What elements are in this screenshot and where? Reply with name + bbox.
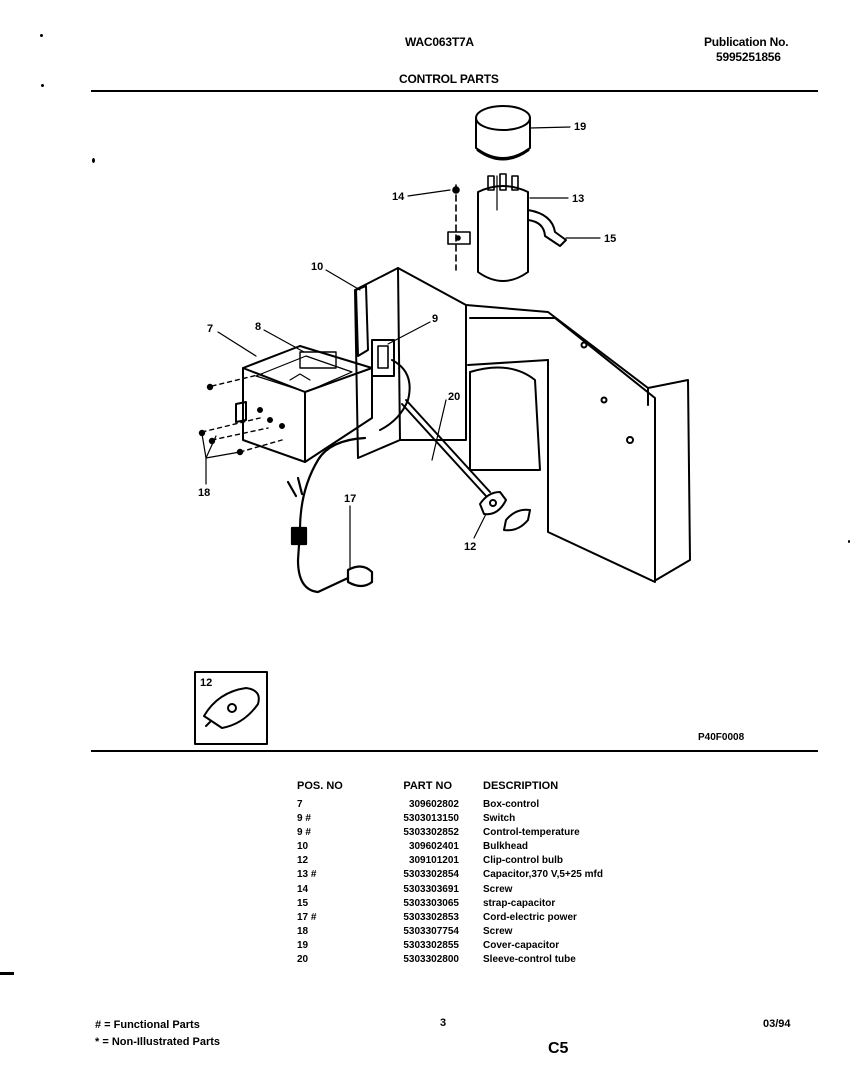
pos-no-cell: 7	[297, 799, 303, 810]
page-number: 3	[440, 1017, 447, 1029]
part-no-cell: 5303013150	[403, 813, 459, 825]
scan-speck	[40, 34, 43, 37]
part-no-cell: 5303302800	[403, 954, 459, 966]
capacitor-drawing	[478, 174, 528, 281]
pos-no-cell: 9 #	[297, 813, 311, 825]
callout-17: 17	[344, 493, 357, 505]
header-part-no: PART NO	[403, 780, 452, 792]
callout-12: 12	[464, 541, 477, 553]
section-code: C5	[548, 1040, 569, 1057]
scan-speck	[92, 158, 95, 163]
part-no-cell: 5303303691	[403, 883, 459, 895]
callout-9: 9	[432, 313, 439, 325]
pos-no-cell: 19	[297, 939, 309, 951]
table-row	[297, 953, 637, 967]
description-cell: Clip-control bulb	[483, 855, 563, 867]
description-cell: strap-capacitor	[483, 897, 556, 909]
screw-14-drawing	[453, 185, 459, 270]
part-no-cell: 5303302854	[403, 869, 459, 881]
description-cell: Capacitor,370 V,5+25 mfd	[483, 869, 603, 881]
parts-table-body	[297, 798, 637, 967]
header-pos-no: POS. NO	[297, 780, 343, 792]
table-row	[297, 868, 637, 882]
pos-no-cell: 18	[297, 925, 309, 937]
bulkhead-drawing	[355, 268, 690, 582]
capacitor-strap-drawing	[448, 210, 566, 246]
table-row	[297, 854, 637, 868]
publication-date: 03/94	[763, 1018, 791, 1030]
description-cell: Cover-capacitor	[483, 939, 560, 951]
parts-table-header	[297, 780, 637, 798]
description-cell: Sleeve-control tube	[483, 954, 576, 966]
table-row	[297, 798, 637, 812]
sleeve-tube-drawing	[380, 360, 490, 496]
table-row	[297, 840, 637, 854]
table-row	[297, 897, 637, 911]
callout-14: 14	[392, 191, 405, 203]
description-cell: Cord-electric power	[483, 911, 577, 923]
clip-drawing	[480, 492, 530, 530]
pos-no-cell: 13 #	[297, 869, 317, 881]
description-cell: Switch	[483, 813, 516, 825]
scan-speck	[0, 972, 14, 975]
table-row	[297, 883, 637, 897]
pos-no-cell: 14	[297, 883, 309, 895]
callout-19: 19	[574, 121, 587, 133]
control-box-drawing	[236, 346, 372, 462]
part-no-cell: 5303302853	[403, 911, 459, 923]
part-no-cell: 309101201	[408, 855, 459, 867]
model-number: WAC063T7A	[405, 35, 474, 49]
table-row	[297, 911, 637, 925]
pos-no-cell: 10	[297, 841, 309, 853]
callout-7: 7	[207, 323, 214, 335]
callout-13: 13	[572, 193, 585, 205]
pos-no-cell: 9 #	[297, 827, 311, 839]
diagram-divider	[91, 750, 818, 752]
table-row	[297, 925, 637, 939]
callout-10: 10	[311, 261, 324, 273]
part-no-cell: 5303307754	[403, 925, 459, 937]
part-no-cell: 5303302852	[403, 827, 459, 839]
publication-label: Publication No.	[704, 35, 789, 49]
section-title: CONTROL PARTS	[399, 72, 499, 86]
scan-speck	[848, 540, 850, 543]
pos-no-cell: 15	[297, 897, 309, 909]
table-row	[297, 826, 637, 840]
publication-number: 5995251856	[716, 50, 781, 64]
switch-drawing	[372, 340, 394, 376]
callout-20: 20	[448, 391, 461, 403]
pos-no-cell: 17 #	[297, 911, 317, 923]
legend-non-illustrated-parts: * = Non-Illustrated Parts	[95, 1036, 221, 1048]
part-no-cell: 309602401	[408, 841, 459, 853]
scan-speck	[41, 84, 44, 87]
legend-functional-parts: # = Functional Parts	[95, 1019, 200, 1031]
table-row	[297, 939, 637, 953]
pos-no-cell: 12	[297, 855, 309, 867]
callout-15: 15	[604, 233, 617, 245]
screws-18-drawing	[200, 374, 283, 455]
callout-18: 18	[198, 487, 211, 499]
inset-label: 12	[200, 677, 213, 689]
callout-8: 8	[255, 321, 262, 333]
part-no-cell: 5303303065	[403, 897, 459, 909]
capacitor-cover-drawing	[476, 106, 530, 159]
header-description: DESCRIPTION	[483, 780, 559, 792]
table-row	[297, 812, 637, 826]
description-cell: Control-temperature	[483, 827, 580, 839]
description-cell: Box-control	[483, 799, 540, 810]
drawing-code: P40F0008	[698, 732, 745, 743]
part-no-cell: 309602802	[408, 799, 459, 810]
description-cell: Bulkhead	[483, 841, 529, 853]
part-no-cell: 5303302855	[403, 939, 459, 951]
parts-table	[297, 780, 637, 967]
description-cell: Screw	[483, 883, 513, 895]
description-cell: Screw	[483, 925, 513, 937]
pos-no-cell: 20	[297, 954, 309, 966]
